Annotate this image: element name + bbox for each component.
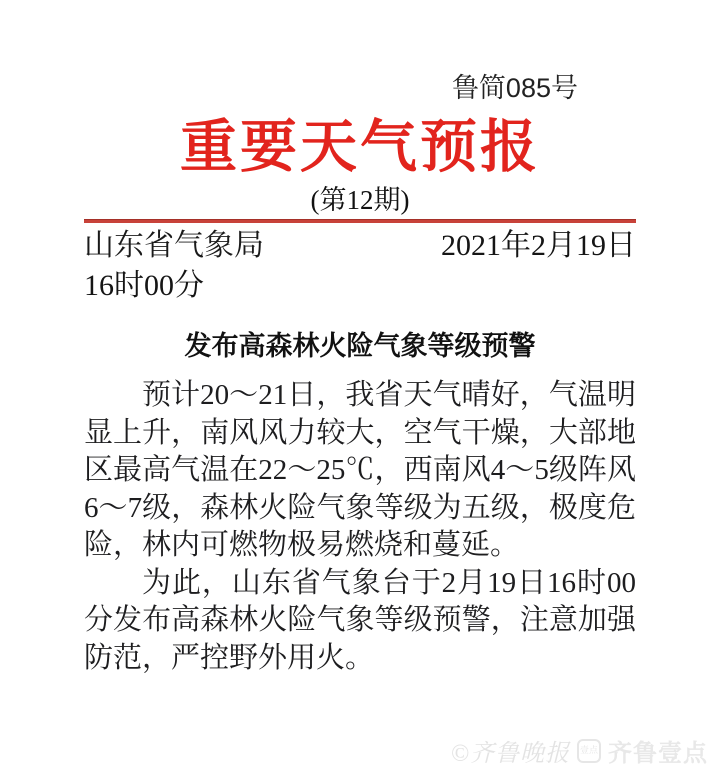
red-divider — [84, 219, 636, 223]
issue-time: 16时00分 — [84, 269, 204, 302]
watermark — [451, 733, 708, 768]
qilu-yidian-watermark: 齐鲁壹点 — [608, 740, 708, 767]
doc-number: 鲁简085号 — [451, 73, 578, 103]
bulletin-title: 重要天气预报 — [180, 115, 540, 179]
warning-heading: 发布高森林火险气象等级预警 — [184, 331, 536, 361]
forecast-paragraph: 预计20～21日，我省天气晴好，气温明显上升，南风风力较大，空气干燥，大部地区最高气温在22～25℃，西南风4～5级阵风6～7级，森林火险气象等级为五级，极度危险，林内可燃物极易燃烧和蔓延。 — [84, 379, 636, 561]
issue-number: (第12期) — [310, 185, 410, 215]
agency-name: 山东省气象局 — [84, 229, 264, 262]
bulletin-content — [0, 72, 720, 677]
warning-issue-paragraph: 为此，山东省气象台于2月19日16时00分发布高森林火险气象等级预警，注意加强防范，严控野外用火。 — [84, 566, 636, 674]
yidian-app-icon: 壹点 — [577, 739, 601, 763]
qilu-evening-news-watermark: ©齐鲁晚报 — [450, 741, 570, 767]
issue-date: 2021年2月19日 — [441, 229, 636, 262]
agency-date-row — [84, 226, 636, 266]
